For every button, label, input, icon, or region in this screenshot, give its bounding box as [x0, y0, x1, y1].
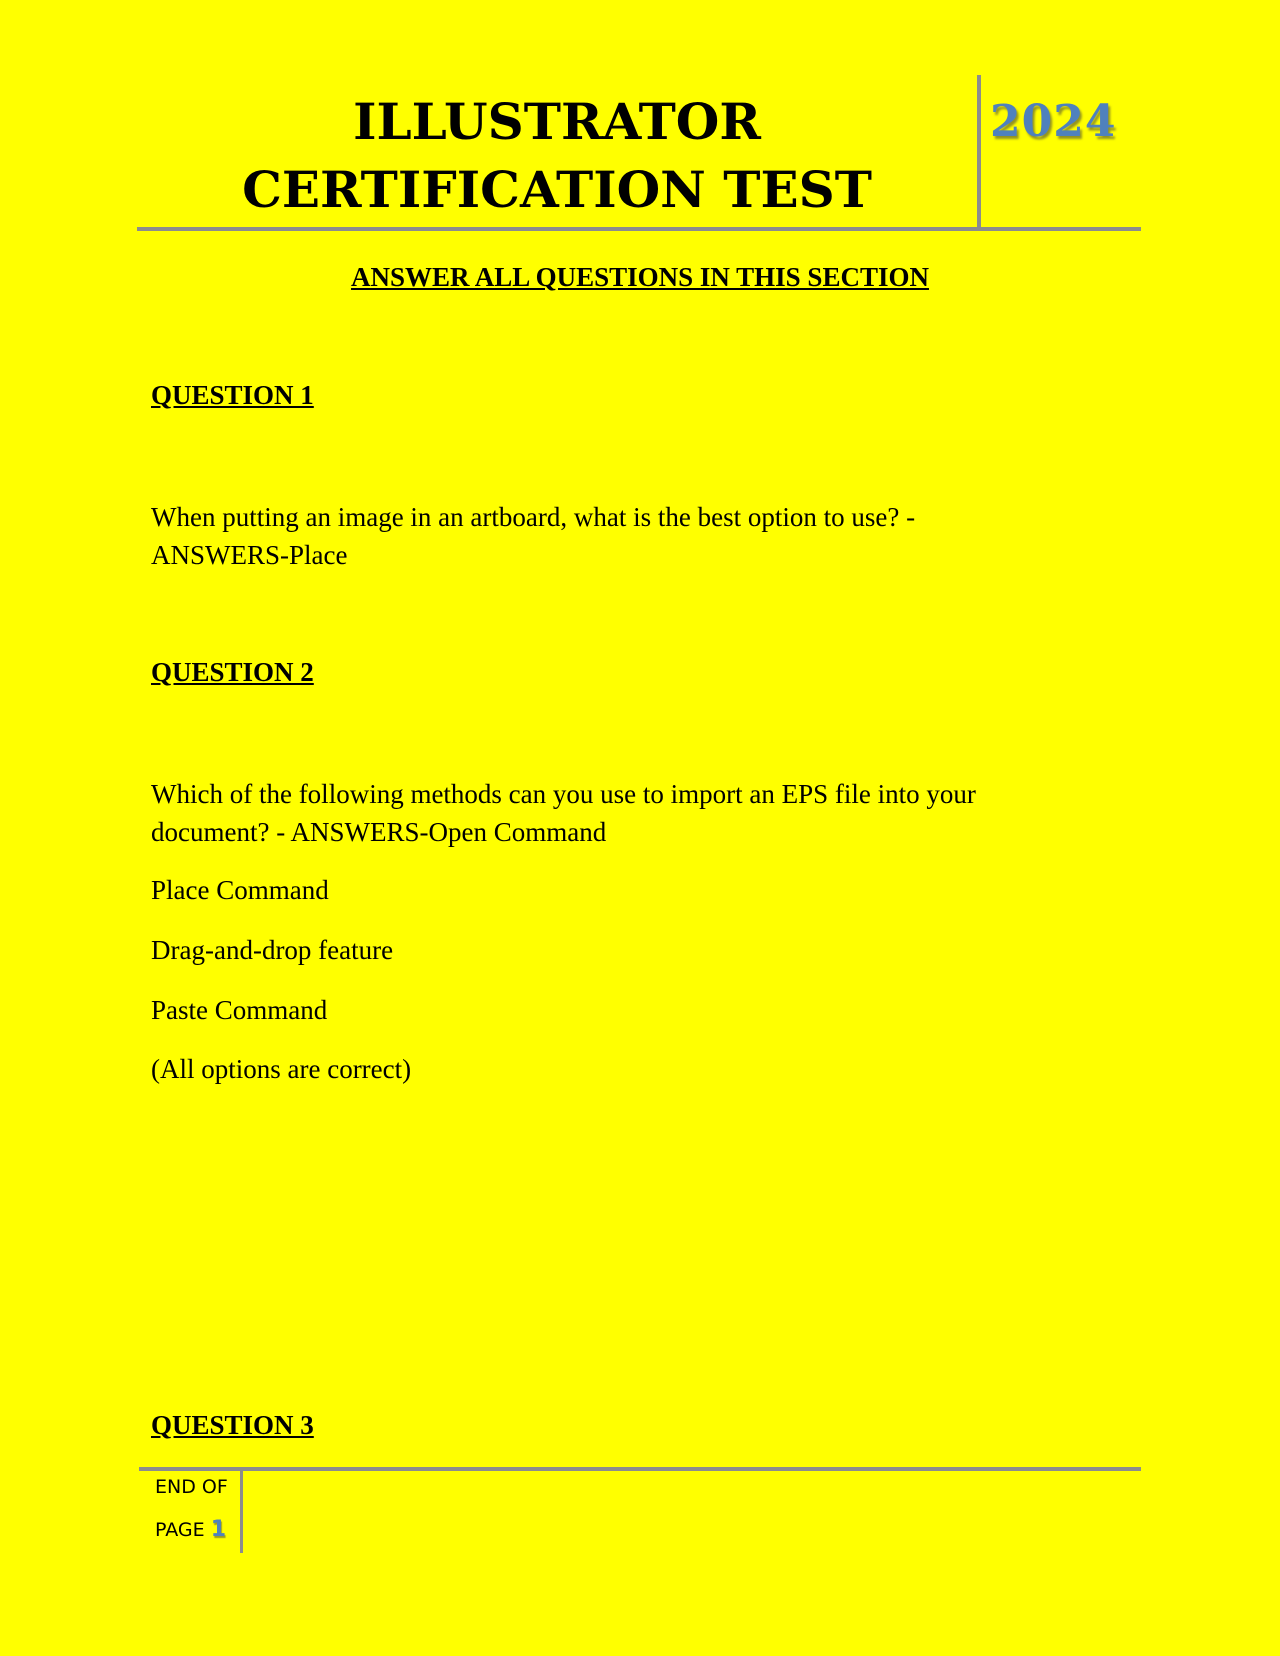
document-title — [137, 88, 977, 224]
footer-end-of: END OF — [155, 1476, 228, 1498]
question-2-option-2: Drag-and-drop feature — [151, 935, 394, 965]
footer-page-label — [155, 1517, 226, 1542]
question-3-label: QUESTION 3 — [151, 1410, 314, 1440]
question-2-label: QUESTION 2 — [151, 657, 314, 687]
year-label: 2024 — [990, 96, 1117, 147]
question-1-label: QUESTION 1 — [151, 380, 314, 410]
question-2-option-3: Paste Command — [151, 995, 328, 1025]
page-number: 1 — [210, 1517, 226, 1542]
question-1-text-line-2: ANSWERS-Place — [151, 540, 348, 570]
question-1-text-line-1: When putting an image in an artboard, what is the best option to use? - — [151, 502, 916, 532]
footer-divider-horizontal — [139, 1467, 1141, 1471]
question-2-text — [151, 775, 1081, 851]
title-line-2: CERTIFICATION TEST — [242, 160, 872, 219]
header-divider-vertical — [977, 75, 981, 230]
question-2-option-4: (All options are correct) — [151, 1054, 412, 1084]
question-2-text-line-1: Which of the following methods can you use to import an EPS file into your — [151, 779, 976, 809]
section-heading: ANSWER ALL QUESTIONS IN THIS SECTION — [351, 262, 929, 292]
question-2-option-1: Place Command — [151, 875, 329, 905]
question-1-text — [151, 498, 1081, 574]
header-divider-horizontal — [137, 227, 1141, 231]
title-line-1: ILLUSTRATOR — [353, 92, 761, 151]
question-2-text-line-2: document? - ANSWERS-Open Command — [151, 817, 607, 847]
footer-divider-vertical — [240, 1471, 243, 1553]
footer-page-text: PAGE — [155, 1519, 205, 1541]
